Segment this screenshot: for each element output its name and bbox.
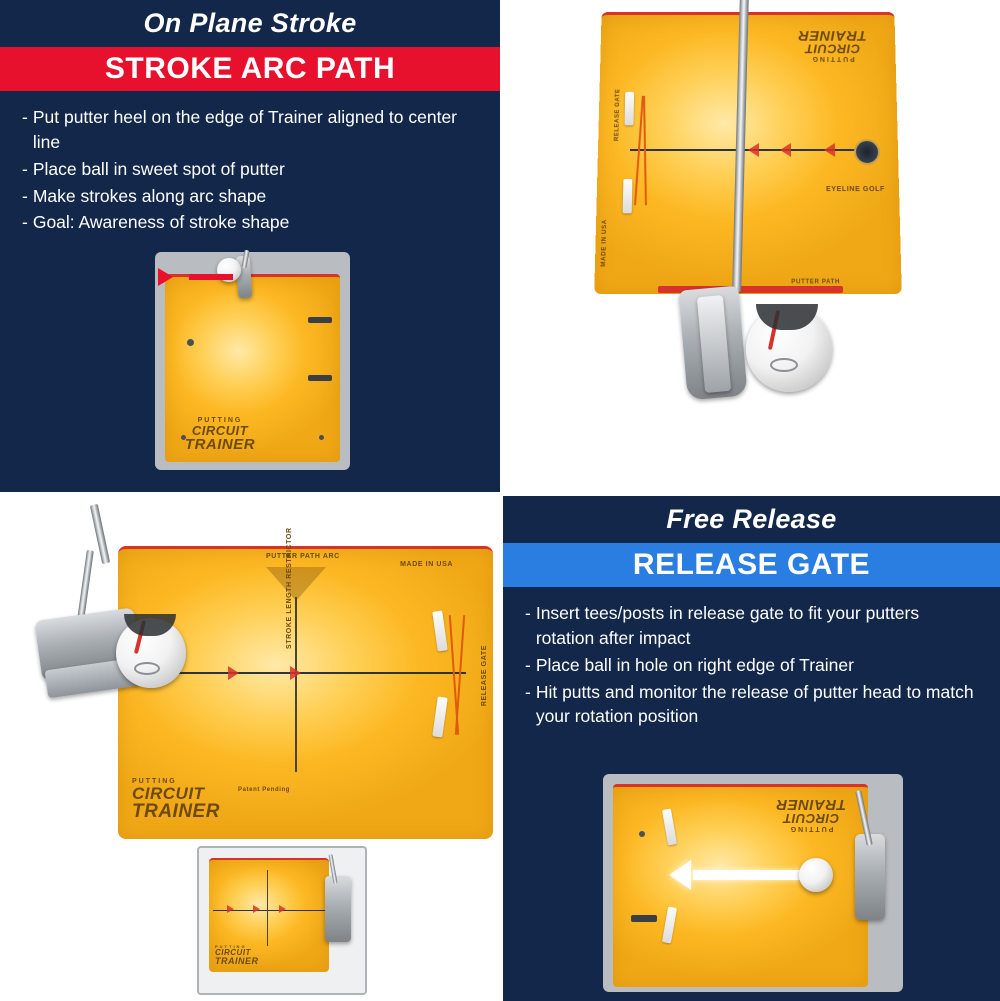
golf-ball [116, 618, 186, 688]
bullet-text: Hit putts and monitor the release of putter head to match your rotation position [535, 681, 974, 727]
direction-chevron [253, 905, 260, 913]
panel-release-gate [503, 496, 1000, 1001]
bullet-text: Goal: Awareness of stroke shape [32, 212, 290, 233]
board-label-patent-pending: Patent Pending [238, 787, 291, 793]
list-item [22, 105, 478, 155]
ball-logo [134, 662, 160, 675]
tee-post [623, 179, 633, 213]
list-item [22, 157, 478, 182]
trainer-flat-thumbnail [197, 846, 367, 995]
trainer-flat-figure [0, 496, 500, 1001]
panel-title-top-left: On Plane Stroke [143, 8, 357, 38]
board-tick [631, 915, 657, 922]
list-item [525, 653, 978, 678]
direction-chevron [824, 143, 835, 157]
tee-post [662, 808, 677, 845]
divider-horizontal [0, 492, 1000, 496]
board-label-made-in-usa: MADE IN USA [601, 219, 609, 267]
divider-vertical [500, 0, 503, 1001]
bullet-list-top-left [0, 91, 500, 235]
putter-head [855, 834, 885, 920]
bullet-text: Place ball in hole on right edge of Trainer [535, 654, 854, 675]
board-label-release-gate: RELEASE GATE [481, 645, 488, 707]
direction-chevron [290, 666, 301, 680]
panel-trainer-vertical-photo [503, 0, 1000, 492]
direction-chevron [227, 905, 234, 913]
board-label-putter-path-arc: PUTTER PATH ARC [266, 553, 340, 560]
bullet-text: Put putter heel on the edge of Trainer aligned to center line [32, 107, 458, 152]
bullet-text: Make strokes along arc shape [32, 185, 267, 206]
board-hole [319, 435, 324, 440]
putter-hosel [77, 550, 94, 620]
ball-hole [854, 139, 881, 165]
brand-line-1: PUTTING [132, 778, 177, 785]
trainer-board [118, 527, 493, 839]
panel-banner-bottom-right: RELEASE GATE [503, 543, 1000, 587]
bullet-marker: - [22, 185, 28, 206]
bullet-list-bottom-right [503, 587, 1000, 729]
trainer-board [165, 274, 340, 462]
brand-line-2: CIRCUIT [782, 811, 840, 826]
board-label-stroke-length-restrictor: STROKE LENGTH RESTRICTOR [286, 527, 293, 649]
bullet-marker: - [525, 681, 531, 702]
bullet-text: Insert tees/posts in release gate to fit your putters rotation after impact [535, 603, 920, 648]
trainer-vertical-figure [503, 0, 1000, 492]
tee-post [432, 696, 447, 737]
ball-logo [770, 358, 798, 372]
board-tick [308, 375, 332, 381]
golf-ball [746, 306, 832, 392]
panel-trainer-flat-photo [0, 496, 500, 1001]
panel-stroke-arc-path [0, 0, 500, 492]
brand-line-2: CIRCUIT [191, 423, 249, 438]
brand-line-3: TRAINER [775, 796, 847, 813]
list-item [525, 680, 978, 730]
brand-logo [768, 797, 854, 832]
direction-arrow-shaft [693, 870, 803, 880]
stroke-arc-path-figure [155, 252, 350, 470]
ball-top-shadow [756, 304, 818, 330]
board-label-made-in-usa: MADE IN USA [400, 561, 453, 568]
tee-post [432, 610, 447, 651]
list-item [525, 601, 978, 651]
direction-arrow-head [669, 860, 691, 890]
direction-chevron [748, 143, 759, 157]
board-hole [187, 339, 194, 346]
gate-line [455, 615, 465, 735]
direction-chevron [780, 143, 791, 157]
brand-line-1: PUTTING [810, 55, 855, 62]
release-gate-figure [603, 774, 903, 992]
board-label-putter-path: PUTTER PATH [791, 279, 841, 286]
brand-logo [183, 417, 257, 452]
putter-head [325, 876, 351, 942]
panel-title-bottom-right: Free Release [666, 504, 837, 534]
bullet-text: Place ball in sweet spot of putter [32, 158, 285, 179]
list-item [22, 210, 478, 235]
board-tick [308, 317, 332, 323]
brand-line-2: CIRCUIT [215, 948, 251, 957]
direction-arrow-shaft [189, 274, 233, 280]
bullet-marker: - [22, 107, 28, 127]
brand-logo [215, 945, 273, 966]
direction-chevron [228, 666, 239, 680]
direction-arrow-head [158, 268, 173, 286]
tee-post [662, 906, 677, 943]
bullet-marker: - [525, 603, 531, 623]
list-item [22, 184, 478, 209]
brand-line-2: CIRCUIT [804, 41, 861, 57]
bullet-marker: - [525, 654, 531, 675]
brand-line-3: TRAINER [797, 27, 867, 44]
brand-line-1: PUTTING [197, 417, 243, 424]
arc-funnel [266, 567, 326, 601]
bullet-marker: - [22, 212, 28, 233]
golf-ball [799, 858, 833, 892]
brand-logo [132, 778, 240, 821]
brand-line-2: CIRCUIT [132, 784, 205, 803]
brand-line-3: TRAINER [184, 436, 256, 453]
trainer-board-thumb [209, 858, 329, 972]
panel-banner-top-left: STROKE ARC PATH [0, 47, 500, 91]
bullet-marker: - [22, 158, 28, 179]
trainer-board [594, 12, 902, 294]
trainer-board [613, 784, 868, 987]
direction-chevron [279, 905, 286, 913]
board-label-eyeline-golf: EYELINE GOLF [825, 186, 886, 194]
brand-line-3: TRAINER [132, 801, 220, 822]
stroke-length-restrictor-line [295, 597, 297, 772]
board-label-release-gate: RELEASE GATE [614, 88, 622, 142]
brand-logo [787, 28, 878, 62]
brand-line-1: PUTTING [788, 825, 834, 832]
brand-line-3: TRAINER [215, 956, 259, 966]
board-hole [639, 831, 645, 837]
brand-line-1: PUTTING [215, 944, 247, 949]
tee-post [625, 92, 635, 125]
ball-top-shadow [124, 614, 176, 636]
stroke-length-restrictor-line [267, 870, 268, 946]
